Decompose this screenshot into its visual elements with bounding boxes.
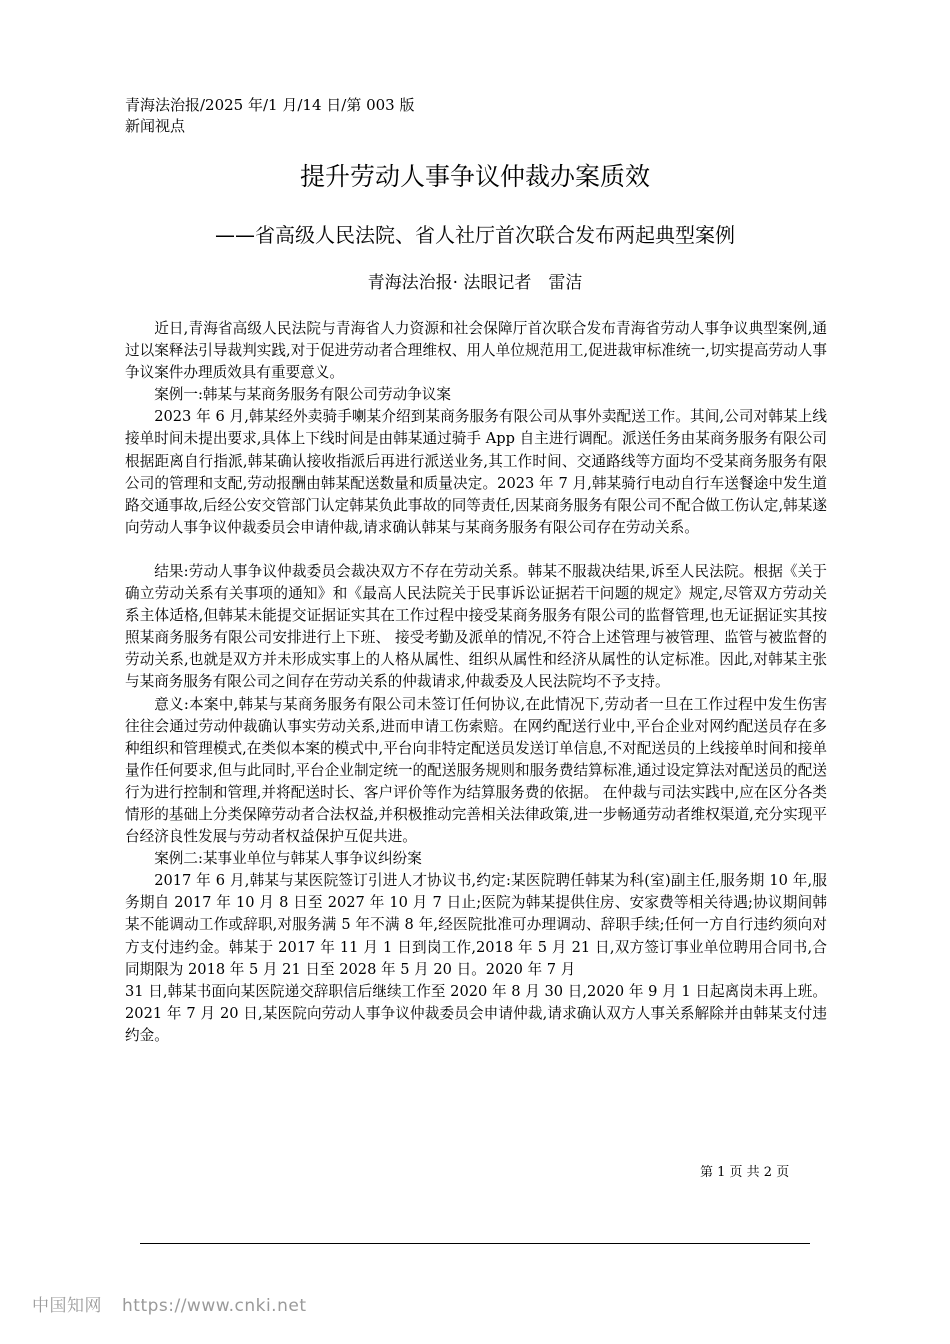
paragraph-case1-result: 结果:劳动人事争议仲裁委员会裁决双方不存在劳动关系。韩某不服裁决结果,诉至人民法院。根据《关于确立劳动关系有关事项的通知》和《最高人民法院关于民事诉讼证据若干问题的规定》规定,尽管双方劳动关系主体适格,但韩某未能提交证据证实其在工作过程中接受某商务服务有限公司的监督管理,也无证据证实其按照某商务服务有限公司安排进行上下班、 接受考勤及派单的情况,不符合上述管理与被管理、监管与被监督的劳动关系,也就是双方并未形成实事上的人格从属性、组织从属性和经济从属性的认定标准。因此,对韩某主张与某商务服务有限公司之间存在劳动关系的仲裁请求,仲裁委及人民法院均不予支持。 bbox=[125, 562, 827, 691]
cnki-watermark bbox=[32, 1294, 306, 1318]
paragraph-case2-heading: 案例二:某事业单位与韩某人事争议纠纷案 bbox=[154, 850, 422, 868]
paragraph-intro: 近日,青海省高级人民法院与青海省人力资源和社会保障厅首次联合发布青海省劳动人事争议典型案例,通过以案释法引导裁判实践,对于促进劳动者合理维权、用人单位规范用工,促进裁审标准统一,切实提高劳动人事争议案件办理质效具有重要意义。 bbox=[125, 320, 827, 382]
paragraph-case1-facts: 2023 年 6 月,韩某经外卖骑手喇某介绍到某商务服务有限公司从事外卖配送工作。其间,公司对韩某上线接单时间未提出要求,具体上下线时间是由韩某通过骑手 App 自主进行调配。派送任务由某商务服务有限公司根据距离自行指派,韩某确认接收指派后再进行派送业务,其工作时间、交通路线等方面均不受某商务服务有限公司的管理和支配,劳动报酬由韩某配送数量和质量决定。2023 年 7 月,韩某骑行电动自行车送餐途中发生道路交通事故,后经公安交管部门认定韩某负此事故的同等责任,因某商务服务有限公司不配合做工伤认定,韩某遂向劳动人事争议仲裁委员会申请仲裁,请求确认韩某与某商务服务有限公司存在劳动关系。 bbox=[125, 408, 827, 536]
paragraph-case2-facts-cont: 31 日,韩某书面向某医院递交辞职信后继续工作至 2020 年 8 月 30 日,2020 年 9 月 1 日起离岗未再上班。 2021 年 7 月 20 日,某医院向劳动人事争议仲裁委员会申请仲裁,请求确认双方人事关系解除并由韩某支付违约金。 bbox=[125, 982, 827, 1044]
watermark-brand: 中国知网 bbox=[32, 1296, 102, 1316]
footer-divider bbox=[140, 1243, 810, 1244]
paragraph-case1-heading: 案例一:韩某与某商务服务有限公司劳动争议案 bbox=[154, 386, 451, 404]
byline: 青海法治报· 法眼记者 雷洁 bbox=[367, 273, 583, 293]
article-title: 提升劳动人事争议仲裁办案质效 bbox=[299, 162, 650, 191]
article-subtitle: ——省高级人民法院、省人社厅首次联合发布两起典型案例 bbox=[215, 223, 735, 247]
paragraph-case1-significance: 意义:本案中,韩某与某商务服务有限公司未签订任何协议,在此情况下,劳动者一旦在工作过程中发生伤害往往会通过劳动仲裁确认事实劳动关系,进而申请工伤索赔。在网约配送行业中,平台企业对网约配送员存在多种组织和管理模式,在类似本案的模式中,平台向非特定配送员发送订单信息,不对配送员的上线接单时间和接单量作任何要求,但与此同时,平台企业制定统一的配送服务规则和服务费结算标准,通过设定算法对配送员的配送行为进行控制和管理,并将配送时长、客户评价等作为结算服务费的依据。 在仲裁与司法实践中,应在区分各类情形的基础上分类保障劳动者合法权益,并积极推动完善相关法律政策,进一步畅通劳动者维权渠道,充分实现平台经济良性发展与劳动者权益保护互促共进。 bbox=[125, 695, 827, 846]
paragraph-case2-facts: 2017 年 6 月,韩某与某医院签订引进人才协议书,约定:某医院聘任韩某为科(室)副主任,服务期 10 年,服务期自 2017 年 10 月 8 日至 2027 年 10 月 7 日止;医院为韩某提供住房、安家费等相关待遇;协议期间韩某不能调动工作或辞职,对服务满 5 年不满 8 年,经医院批准可办理调动、辞职手续;任何一方自行违约须向对方支付违约金。韩某于 2017 年 11 月 1 日到岗工作,2018 年 5 月 21 日,双方签订事业单位聘用合同书,合同期限为 2018 年 5 月 21 日至 2028 年 5 月 20 日。2020 年 7 月 bbox=[125, 872, 827, 978]
watermark-url: https://www.cnki.net bbox=[122, 1296, 307, 1316]
page-number: 第 1 页 共 2 页 bbox=[700, 1165, 790, 1180]
article-body bbox=[125, 318, 827, 1047]
source-line: 青海法治报/2025 年/1 月/14 日/第 003 版新闻视点 bbox=[125, 96, 415, 135]
